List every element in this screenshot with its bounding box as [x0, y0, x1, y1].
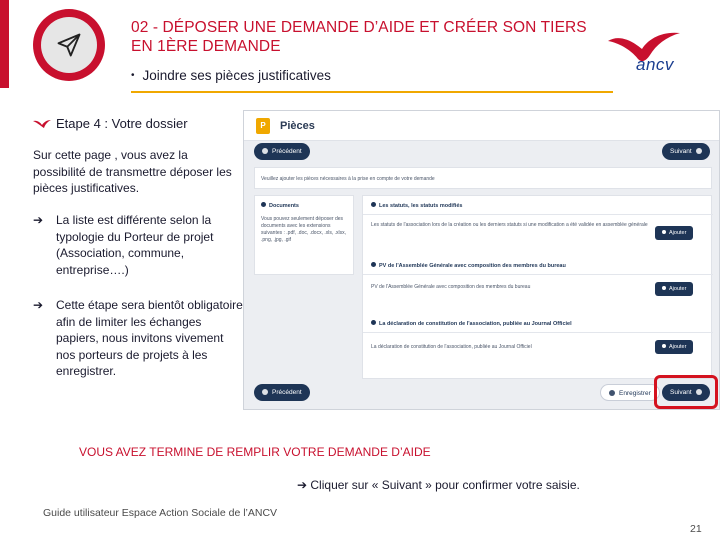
title-underline	[131, 91, 613, 93]
info-icon	[371, 202, 376, 207]
upload-icon	[662, 230, 666, 234]
pieces-list-panel	[362, 195, 712, 379]
step-description: Sur cette page , vous avez la possibilité de transmettre déposer les pièces justificatives.	[33, 148, 232, 195]
completion-message: VOUS AVEZ TERMINE DE REMPLIR VOTRE DEMANDE D’AIDE	[79, 445, 431, 459]
app-page-title: Pièces	[280, 119, 315, 132]
bullet-item	[33, 212, 243, 278]
paper-plane-icon	[55, 31, 83, 59]
next-button[interactable]: Suivant	[662, 143, 710, 160]
upload-icon	[662, 344, 666, 348]
bullet-text: La liste est différente selon la typologie du Porteur de projet (Association, commune, entreprise….)	[56, 213, 214, 277]
subtitle-text: Joindre ses pièces justificatives	[142, 68, 331, 83]
intro-text: Veuillez ajouter les pièces nécessaires à la prise en compte de votre demande	[261, 176, 435, 182]
section-body: PV de l'Assemblée Générale avec composition des membres du bureau	[371, 284, 531, 290]
intro-panel	[254, 167, 712, 189]
bird-arrow-icon	[32, 118, 52, 130]
save-button[interactable]: Enregistrer	[600, 384, 660, 401]
section-heading: PV de l'Assemblée Générale avec composition des membres du bureau	[371, 262, 566, 269]
info-icon	[371, 262, 376, 267]
previous-button[interactable]: Précédent	[254, 143, 310, 160]
add-document-button[interactable]: Ajouter	[655, 226, 693, 240]
documents-panel	[254, 195, 354, 275]
upload-icon	[662, 286, 666, 290]
next-button-highlight	[654, 375, 718, 409]
embedded-app-screenshot	[243, 110, 720, 410]
info-icon	[371, 320, 376, 325]
section-divider	[363, 214, 713, 215]
bullet-text: Cette étape sera bientôt obligatoire afin de limiter les échanges papiers, nous invitons vivement nos porteurs de projets à les enregistrer.	[56, 298, 243, 378]
chevron-left-icon	[262, 389, 268, 395]
section-heading: La déclaration de constitution de l'association, publiée au Journal Officiel	[371, 320, 572, 327]
bullet-item	[33, 297, 243, 380]
footer-guide-title: Guide utilisateur Espace Action Sociale de l’ANCV	[43, 507, 278, 519]
add-document-button[interactable]: Ajouter	[655, 340, 693, 354]
section-icon-badge	[33, 9, 105, 81]
chevron-left-icon	[262, 148, 268, 154]
section-body: La déclaration de constitution de l'association, publiée au Journal Officiel	[371, 344, 532, 350]
ancv-logo-text: ancv	[636, 55, 674, 74]
info-icon	[261, 202, 266, 207]
section-divider	[363, 332, 713, 333]
section-body: Les statuts de l'association lors de la création ou les derniers statuts si une modification a été validée en assemblée générale	[371, 222, 648, 228]
step-title-text: Etape 4 : Votre dossier	[56, 116, 188, 131]
confirm-instruction	[297, 478, 580, 492]
section-divider	[363, 274, 713, 275]
next-button-bottom[interactable]: Suivant	[662, 384, 710, 401]
left-accent-bar	[0, 0, 9, 88]
add-document-button[interactable]: Ajouter	[655, 282, 693, 296]
page-title: 02 - DÉPOSER UNE DEMANDE D’AIDE ET CRÉER SON TIERS EN 1ÈRE DEMANDE	[131, 19, 587, 55]
document-icon: P	[256, 118, 270, 134]
save-icon	[609, 390, 615, 396]
bullet-icon: •	[131, 70, 135, 81]
documents-title: Documents	[261, 202, 299, 209]
app-page-header	[244, 111, 719, 141]
page-subtitle	[131, 68, 331, 83]
arrow-right-icon: ➔	[297, 478, 311, 492]
chevron-right-icon	[696, 148, 702, 154]
page-number: 21	[690, 523, 702, 535]
confirm-instruction-text: Cliquer sur « Suivant » pour confirmer votre saisie.	[310, 478, 580, 492]
arrow-right-icon: ➔	[33, 298, 44, 312]
step-title	[32, 116, 188, 131]
section-heading: Les statuts, les statuts modifiés	[371, 202, 462, 209]
documents-text: Vous pouvez seulement déposer des documents avec les extensions suivantes : .pdf, .doc, .docx, .xls, .xlsx, .png, .jpg, .gif	[261, 216, 347, 243]
previous-button-bottom[interactable]: Précédent	[254, 384, 310, 401]
arrow-right-icon: ➔	[33, 213, 44, 227]
